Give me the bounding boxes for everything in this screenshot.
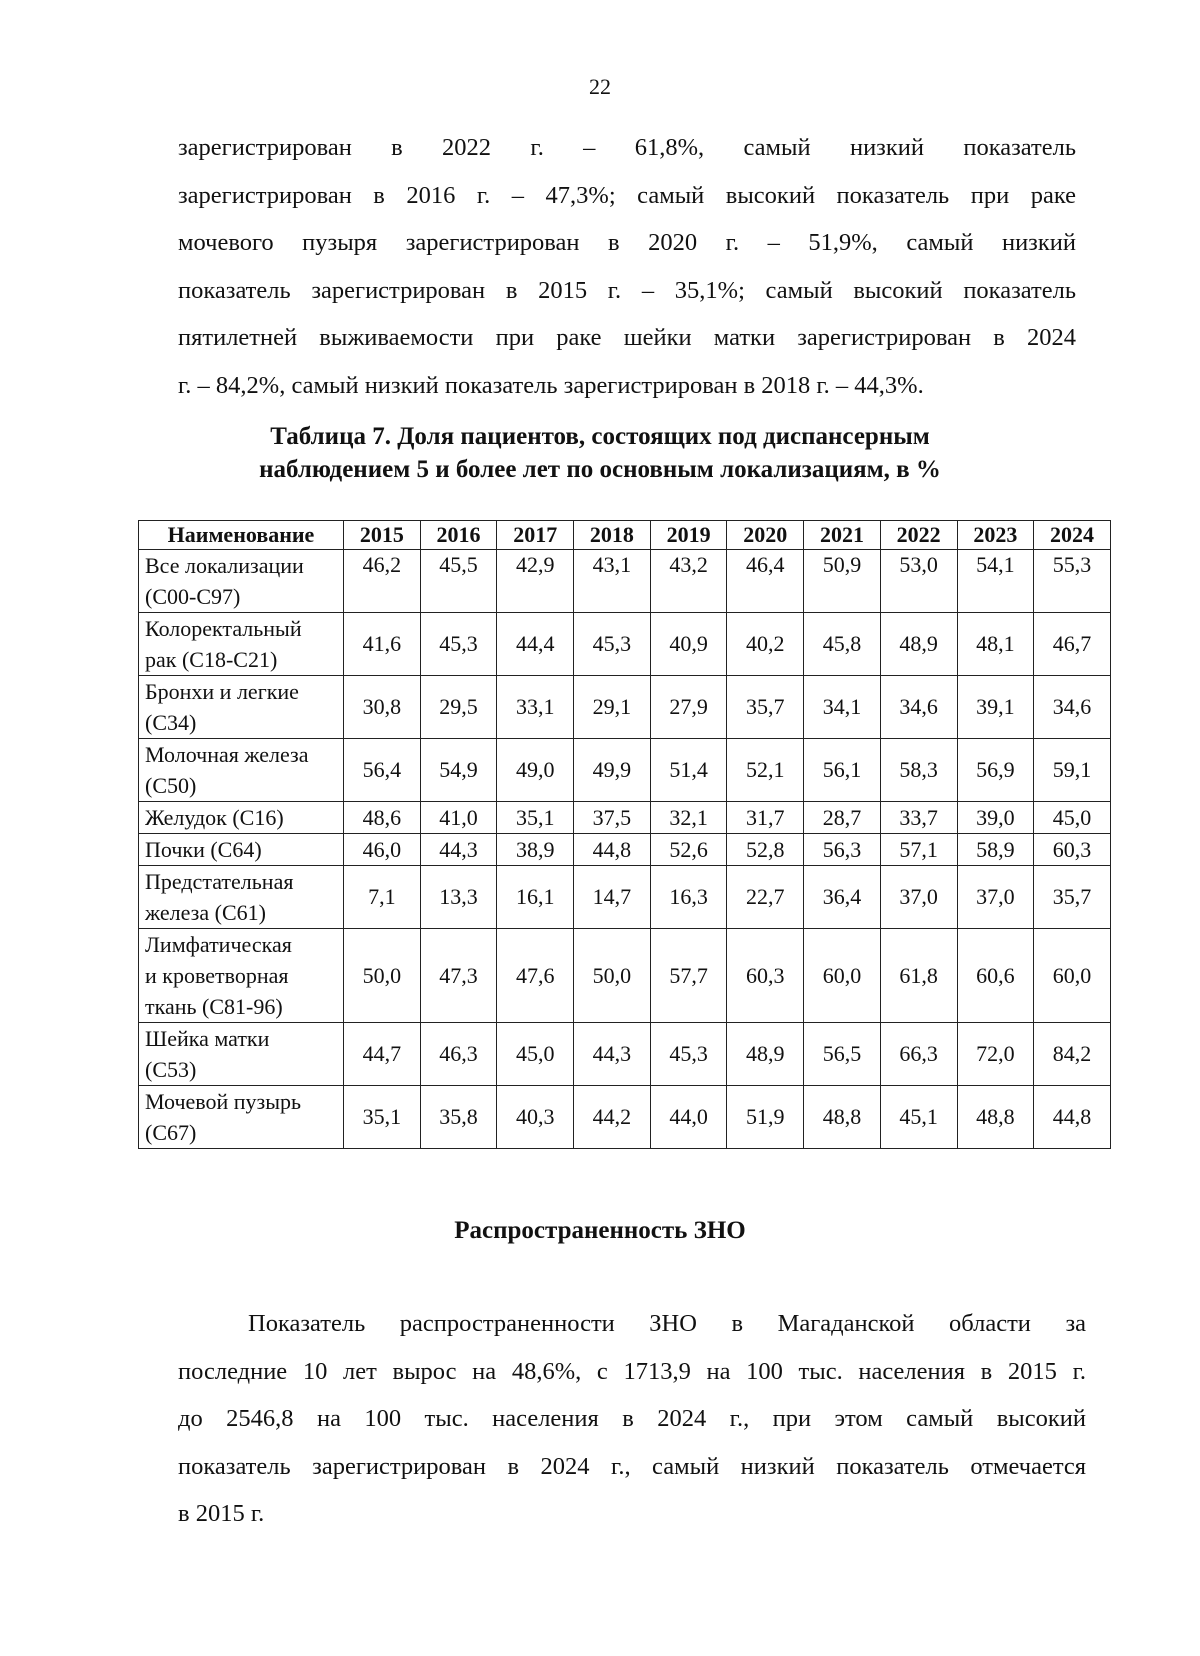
value-cell: 22,7 (727, 866, 804, 929)
row-name-line: железа (С61) (145, 900, 266, 925)
value-cell: 32,1 (650, 802, 727, 834)
value-cell: 48,9 (727, 1023, 804, 1086)
value-cell: 48,8 (804, 1086, 881, 1149)
value-cell: 44,3 (574, 1023, 651, 1086)
value-cell: 30,8 (344, 676, 421, 739)
row-name-line: Шейка матки (145, 1026, 270, 1051)
table-row (139, 866, 1111, 929)
value-cell: 49,9 (574, 739, 651, 802)
value-cell: 54,1 (957, 550, 1034, 613)
value-cell: 37,0 (880, 866, 957, 929)
value-cell: 29,5 (420, 676, 497, 739)
row-name-line: (С34) (145, 710, 197, 735)
paragraph-line: в 2015 г. (178, 1500, 265, 1527)
value-cell: 56,1 (804, 739, 881, 802)
value-cell: 39,1 (957, 676, 1034, 739)
value-cell: 46,3 (420, 1023, 497, 1086)
value-cell: 48,9 (880, 613, 957, 676)
row-name-line: (С53) (145, 1057, 197, 1082)
value-cell: 40,2 (727, 613, 804, 676)
table-row (139, 676, 1111, 739)
value-cell: 66,3 (880, 1023, 957, 1086)
data-table (138, 520, 1111, 1149)
row-name-cell (139, 550, 344, 613)
paragraph-line: г. – 84,2%, самый низкий показатель зарегистрирован в 2018 г. – 44,3%. (178, 371, 924, 399)
row-name-line: и кроветворная (145, 963, 289, 988)
value-cell: 13,3 (420, 866, 497, 929)
section-heading: Распространенность ЗНО (454, 1217, 746, 1244)
value-cell: 61,8 (880, 929, 957, 1023)
row-name-line: Почки (С64) (145, 837, 262, 862)
row-name-line: ткань (С81-96) (145, 994, 283, 1019)
value-cell: 50,9 (804, 550, 881, 613)
value-cell: 56,4 (344, 739, 421, 802)
row-name-line: рак (С18-С21) (145, 647, 278, 672)
value-cell: 34,1 (804, 676, 881, 739)
table-header (139, 521, 1111, 550)
row-name-cell (139, 834, 344, 866)
table-title-line: наблюдением 5 и более лет по основным локализациям, в % (259, 456, 941, 483)
value-cell: 56,9 (957, 739, 1034, 802)
paragraph-line: зарегистрирован в 2016 г. – 47,3%; самый высокий показатель при раке (178, 181, 1076, 209)
table-row (139, 834, 1111, 866)
header-cell-year: 2022 (880, 521, 957, 550)
value-cell: 52,8 (727, 834, 804, 866)
row-name-cell (139, 1023, 344, 1086)
value-cell: 84,2 (1034, 1023, 1111, 1086)
header-cell-year: 2018 (574, 521, 651, 550)
value-cell: 45,5 (420, 550, 497, 613)
value-cell: 52,6 (650, 834, 727, 866)
value-cell: 45,1 (880, 1086, 957, 1149)
value-cell: 7,1 (344, 866, 421, 929)
paragraph-line: зарегистрирован в 2022 г. – 61,8%, самый низкий показатель (178, 134, 1076, 161)
value-cell: 51,9 (727, 1086, 804, 1149)
header-cell-year: 2021 (804, 521, 881, 550)
row-name-cell (139, 739, 344, 802)
prevalence-paragraph (178, 1300, 1086, 1538)
table-row (139, 1023, 1111, 1086)
value-cell: 42,9 (497, 550, 574, 613)
value-cell: 43,1 (574, 550, 651, 613)
value-cell: 60,3 (1034, 834, 1111, 866)
paragraph-line: мочевого пузыря зарегистрирован в 2020 г. – 51,9%, самый низкий (178, 229, 1076, 256)
value-cell: 58,3 (880, 739, 957, 802)
value-cell: 44,8 (574, 834, 651, 866)
row-name-cell (139, 802, 344, 834)
value-cell: 50,0 (344, 929, 421, 1023)
value-cell: 44,8 (1034, 1086, 1111, 1149)
value-cell: 46,2 (344, 550, 421, 613)
paragraph-line: показатель зарегистрирован в 2015 г. – 35,1%; самый высокий показатель (178, 276, 1076, 304)
value-cell: 56,5 (804, 1023, 881, 1086)
value-cell: 44,4 (497, 613, 574, 676)
table-row (139, 1086, 1111, 1149)
value-cell: 41,0 (420, 802, 497, 834)
table-row (139, 613, 1111, 676)
header-row (139, 521, 1111, 550)
value-cell: 44,3 (420, 834, 497, 866)
row-name-line: (С67) (145, 1120, 197, 1145)
table-row (139, 739, 1111, 802)
row-name-line: Мочевой пузырь (145, 1089, 302, 1114)
value-cell: 55,3 (1034, 550, 1111, 613)
table-body (139, 550, 1111, 1149)
row-name-line: Молочная железа (145, 742, 309, 767)
value-cell: 35,7 (727, 676, 804, 739)
row-name-line: Бронхи и легкие (145, 679, 299, 704)
value-cell: 45,0 (1034, 802, 1111, 834)
header-cell-year: 2019 (650, 521, 727, 550)
value-cell: 56,3 (804, 834, 881, 866)
row-name-cell (139, 676, 344, 739)
header-cell-year: 2024 (1034, 521, 1111, 550)
value-cell: 41,6 (344, 613, 421, 676)
row-name-line: (С00-С97) (145, 584, 241, 609)
value-cell: 34,6 (1034, 676, 1111, 739)
row-name-cell (139, 866, 344, 929)
value-cell: 54,9 (420, 739, 497, 802)
header-cell-year: 2015 (344, 521, 421, 550)
row-name-line: Все локализации (145, 553, 304, 578)
paragraph-line: Показатель распространенности ЗНО в Магаданской области за (248, 1310, 1086, 1337)
paragraph-line: до 2546,8 на 100 тыс. населения в 2024 г., при этом самый высокий (178, 1405, 1086, 1432)
header-cell-year: 2017 (497, 521, 574, 550)
value-cell: 53,0 (880, 550, 957, 613)
intro-paragraph (178, 124, 1076, 409)
header-cell-name: Наименование (139, 521, 344, 550)
value-cell: 49,0 (497, 739, 574, 802)
value-cell: 27,9 (650, 676, 727, 739)
value-cell: 43,2 (650, 550, 727, 613)
value-cell: 45,3 (574, 613, 651, 676)
value-cell: 60,0 (1034, 929, 1111, 1023)
header-cell-year: 2020 (727, 521, 804, 550)
value-cell: 52,1 (727, 739, 804, 802)
value-cell: 36,4 (804, 866, 881, 929)
value-cell: 40,3 (497, 1086, 574, 1149)
paragraph-line: последние 10 лет вырос на 48,6%, с 1713,9 на 100 тыс. населения в 2015 г. (178, 1357, 1086, 1385)
value-cell: 45,3 (420, 613, 497, 676)
header-cell-year: 2023 (957, 521, 1034, 550)
value-cell: 72,0 (957, 1023, 1034, 1086)
value-cell: 47,6 (497, 929, 574, 1023)
value-cell: 60,6 (957, 929, 1034, 1023)
row-name-line: Колоректальный (145, 616, 302, 641)
value-cell: 58,9 (957, 834, 1034, 866)
value-cell: 48,1 (957, 613, 1034, 676)
value-cell: 33,7 (880, 802, 957, 834)
value-cell: 33,1 (497, 676, 574, 739)
value-cell: 34,6 (880, 676, 957, 739)
value-cell: 44,2 (574, 1086, 651, 1149)
value-cell: 37,5 (574, 802, 651, 834)
value-cell: 44,0 (650, 1086, 727, 1149)
value-cell: 51,4 (650, 739, 727, 802)
value-cell: 35,7 (1034, 866, 1111, 929)
value-cell: 57,7 (650, 929, 727, 1023)
value-cell: 47,3 (420, 929, 497, 1023)
value-cell: 59,1 (1034, 739, 1111, 802)
value-cell: 31,7 (727, 802, 804, 834)
table-row (139, 929, 1111, 1023)
value-cell: 45,3 (650, 1023, 727, 1086)
table-row (139, 550, 1111, 613)
row-name-line: Желудок (С16) (145, 805, 284, 830)
value-cell: 29,1 (574, 676, 651, 739)
value-cell: 48,6 (344, 802, 421, 834)
value-cell: 35,1 (344, 1086, 421, 1149)
value-cell: 60,0 (804, 929, 881, 1023)
value-cell: 50,0 (574, 929, 651, 1023)
value-cell: 46,7 (1034, 613, 1111, 676)
value-cell: 57,1 (880, 834, 957, 866)
value-cell: 35,8 (420, 1086, 497, 1149)
value-cell: 28,7 (804, 802, 881, 834)
row-name-cell (139, 613, 344, 676)
paragraph-line: пятилетней выживаемости при раке шейки матки зарегистрирован в 2024 (178, 324, 1076, 351)
value-cell: 16,3 (650, 866, 727, 929)
value-cell: 39,0 (957, 802, 1034, 834)
row-name-cell (139, 1086, 344, 1149)
value-cell: 35,1 (497, 802, 574, 834)
value-cell: 44,7 (344, 1023, 421, 1086)
row-name-line: Предстательная (145, 869, 294, 894)
table-title-line: Таблица 7. Доля пациентов, состоящих под диспансерным (270, 423, 930, 450)
value-cell: 60,3 (727, 929, 804, 1023)
value-cell: 37,0 (957, 866, 1034, 929)
value-cell: 46,0 (344, 834, 421, 866)
value-cell: 45,0 (497, 1023, 574, 1086)
row-name-line: Лимфатическая (145, 932, 292, 957)
paragraph-line: показатель зарегистрирован в 2024 г., самый низкий показатель отмечается (178, 1452, 1086, 1480)
page-number: 22 (589, 74, 611, 99)
row-name-cell (139, 929, 344, 1023)
header-cell-year: 2016 (420, 521, 497, 550)
value-cell: 16,1 (497, 866, 574, 929)
table-row (139, 802, 1111, 834)
value-cell: 45,8 (804, 613, 881, 676)
row-name-line: (С50) (145, 773, 197, 798)
value-cell: 40,9 (650, 613, 727, 676)
value-cell: 14,7 (574, 866, 651, 929)
value-cell: 48,8 (957, 1086, 1034, 1149)
value-cell: 46,4 (727, 550, 804, 613)
table-title (0, 420, 1200, 486)
value-cell: 38,9 (497, 834, 574, 866)
